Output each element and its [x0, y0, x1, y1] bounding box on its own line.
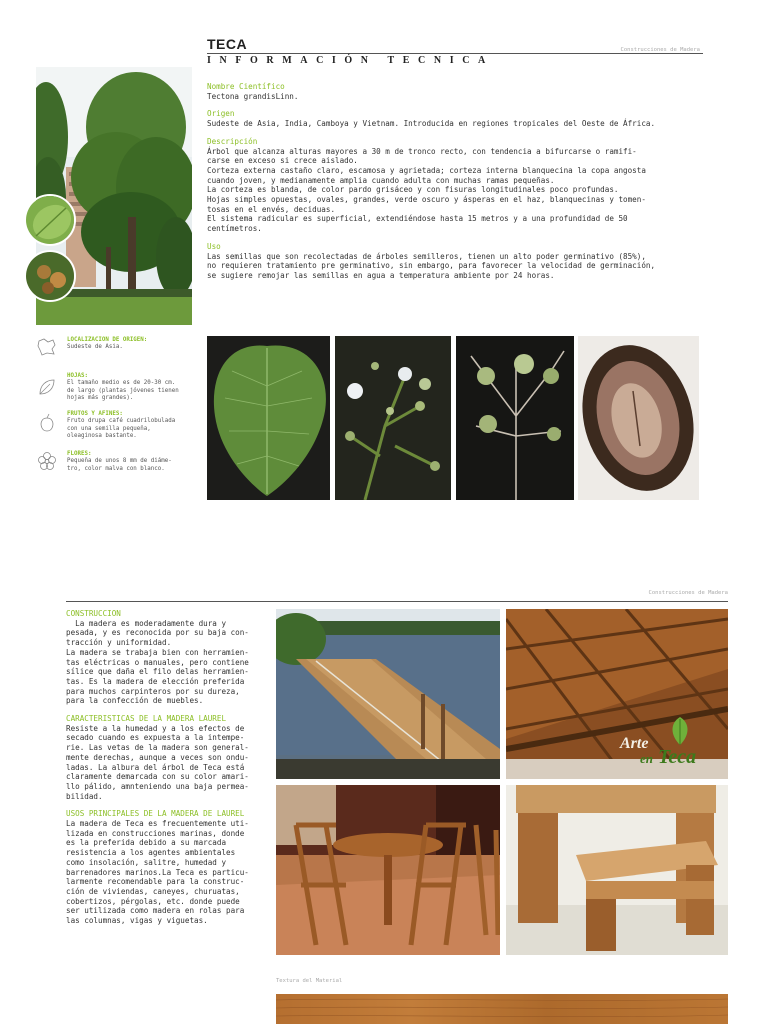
logo-text-teca: Teca [658, 746, 697, 768]
usos-heading: USOS PRINCIPALES DE LA MADERA DE LAUREL [66, 809, 245, 819]
origen-value: Sudeste de Asia, India, Camboya y Vietnam. Introducida en regiones tropicales del Oeste de África. [207, 119, 656, 129]
descripcion-line: El sistema radicular es superficial, extendiéndose hasta 15 metros y a una profundidad de 50 [207, 214, 628, 224]
uso-line: se sugiere remojar las semillas en agua a temperatura ambiente por 24 horas. [207, 270, 555, 280]
fruit-circle-photo [24, 250, 76, 302]
fruit-icon [36, 413, 58, 433]
leaf-photo [207, 336, 330, 500]
flores-heading: FLORES: [67, 451, 92, 457]
usos-line: La madera de Teca es frecuentemente uti- [66, 819, 249, 829]
leaf-icon [36, 377, 58, 397]
frutos-line: oleaginosa bastante. [67, 433, 137, 440]
descripcion-line: tosas en el envés, deciduas. [207, 204, 336, 214]
arte-en-teca-logo [618, 715, 726, 775]
construccion-line: tas eléctricas o manuales, pero contiene [66, 657, 249, 667]
caracteristicas-line: Resiste a la humedad y a los efectos de [66, 723, 245, 733]
side-hojas [36, 373, 196, 405]
patio-furniture-photo [276, 785, 500, 955]
hojas-heading: HOJAS: [67, 373, 88, 379]
logo-text-en: en [640, 751, 653, 766]
usos-line: es la preferida debido a su marcada [66, 838, 227, 848]
frutos-line: Fruto drupa café cuadrilobulada [67, 418, 176, 425]
wood-texture-swatch [276, 994, 728, 1024]
construccion-line: pesada, y es reconocida por su baja con- [66, 628, 249, 638]
caracteristicas-line: ladas. La albura del árbol de Teca está [66, 762, 245, 772]
flores-line: tro, color malva con blanco. [67, 465, 165, 472]
descripcion-line: Corteza externa castaño claro, escamosa y agrietada; corteza interna blanquecina la copa angosta [207, 165, 646, 175]
construccion-heading: CONSTRUCCION [66, 609, 121, 618]
header-rule [207, 53, 703, 54]
roof-photo [506, 609, 728, 779]
descripcion-line: Árbol que alcanza alturas mayores a 30 m de tronco recto, con tendencia a bifurcarse o ramifi- [207, 146, 637, 156]
logo-text-arte: Arte [620, 735, 649, 752]
frutos-line: con una semilla pequeña, [67, 425, 151, 432]
usos-line: lizada en construcciones marinas, donde [66, 828, 245, 838]
page-subtitle: INFORMACIÓN TECNICA [207, 55, 494, 66]
map-icon [36, 337, 58, 357]
construccion-line: para la confección de muebles. [66, 696, 204, 706]
construccion-line: sílice que daña el filo delas herramien- [66, 667, 249, 677]
usos-line: barrenadores marinos.La Teca es particu- [66, 867, 249, 877]
hojas-line: de largo (plantas jóvenes tienen [67, 387, 179, 394]
caracteristicas-line: llo pálido, amnteniendo una baja permea- [66, 781, 249, 791]
flower-icon [36, 451, 58, 471]
page2-text-block [66, 609, 262, 926]
descripcion-line: carse en exceso si crece aislado. [207, 156, 358, 166]
usos-line: cobertizos, pérgolas, etc. donde puede [66, 896, 240, 906]
caracteristicas-heading: CARACTERISTICAS DE LA MADERA LAUREL [66, 714, 227, 724]
side-flores [36, 451, 196, 475]
construccion-line: tas. Es la madera de elección preferida [66, 676, 245, 686]
caracteristicas-line: rie. Las vetas de la madera son general- [66, 743, 249, 753]
origen-heading: Origen [207, 109, 235, 119]
descripcion-heading: Descripción [207, 136, 258, 146]
descripcion-line: La corteza es blanda, de color pardo grisáceo y con fisuras longitudinales poco profundas. [207, 185, 619, 195]
texture-label: Textura del Material [276, 978, 343, 984]
dock-photo [276, 609, 500, 779]
uso-heading: Uso [207, 241, 221, 251]
usos-line: como insolación, salitre, humedad y [66, 857, 227, 867]
caracteristicas-line: bilidad. [66, 791, 103, 801]
construccion-line: La madera es moderadamente dura y [66, 618, 227, 628]
localizacion-heading: LOCALIZACION DE ORIGEN: [67, 337, 148, 343]
construccion-line: La madera se trabaja bien con herramien- [66, 647, 249, 657]
caracteristicas-line: claramente demarcada con su color amari- [66, 772, 249, 782]
usos-line: larmente recomendable para la construc- [66, 877, 245, 887]
nombre-value: Tectona grandisLinn. [207, 91, 299, 101]
page-title: TECA [207, 36, 248, 52]
construccion-line: para muchos carpinteros por su dureza, [66, 686, 240, 696]
nombre-heading: Nombre Científico [207, 82, 285, 91]
fruit-branch-photo [456, 336, 574, 500]
usos-line: ser utilizada como madera en rolas para [66, 906, 245, 916]
descripcion-line: centímetros. [207, 224, 262, 234]
info-block [207, 82, 707, 281]
usos-line: resistencia a los agentes ambientales [66, 848, 236, 858]
side-frutos [36, 411, 196, 443]
flower-cluster-photo [335, 336, 451, 500]
page2-header-label: Construcciones de Madera [648, 590, 728, 596]
usos-line: ción de viviendas, caneyes, churuatas, [66, 886, 240, 896]
flores-line: Pequeña de unos 8 mm de diáme- [67, 458, 172, 465]
descripcion-line: cuando joven, y medianamente amplia cuando adulta con muchas ramas pequeñas. [207, 175, 555, 185]
page2-rule [66, 601, 728, 602]
leaf-circle-photo [24, 194, 76, 246]
construccion-line: tracción y uniformidad. [66, 638, 172, 648]
caracteristicas-line: mente derechas, aunque a veces son ondu- [66, 752, 249, 762]
hojas-line: hojas más grandes). [67, 395, 134, 402]
uso-line: no requieren tratamiento pre germinativo, sin embargo, para favorecer la velocidad de germinación, [207, 261, 656, 271]
side-localizacion [36, 337, 196, 361]
frutos-heading: FRUTOS Y AFINES: [67, 411, 123, 417]
localizacion-line: Sudeste de Asia. [67, 344, 123, 351]
usos-line: las columnas, vigas y viguetas. [66, 916, 208, 926]
bench-table-photo [506, 785, 728, 955]
uso-line: Las semillas que son recolectadas de árboles semilleros, tienen un alto poder germinativo (85%), [207, 251, 646, 261]
header-right-label: Construcciones de Madera [620, 47, 700, 53]
seed-cross-section-photo [578, 336, 699, 500]
descripcion-line: Hojas simples opuestas, ovales, grandes, verde oscuro y ásperas en el haz, blanquecinas y tomen- [207, 195, 646, 205]
hojas-line: El tamaño medio es de 20-30 cm. [67, 380, 176, 387]
caracteristicas-line: secado cuando es expuesta a la intempe- [66, 733, 245, 743]
